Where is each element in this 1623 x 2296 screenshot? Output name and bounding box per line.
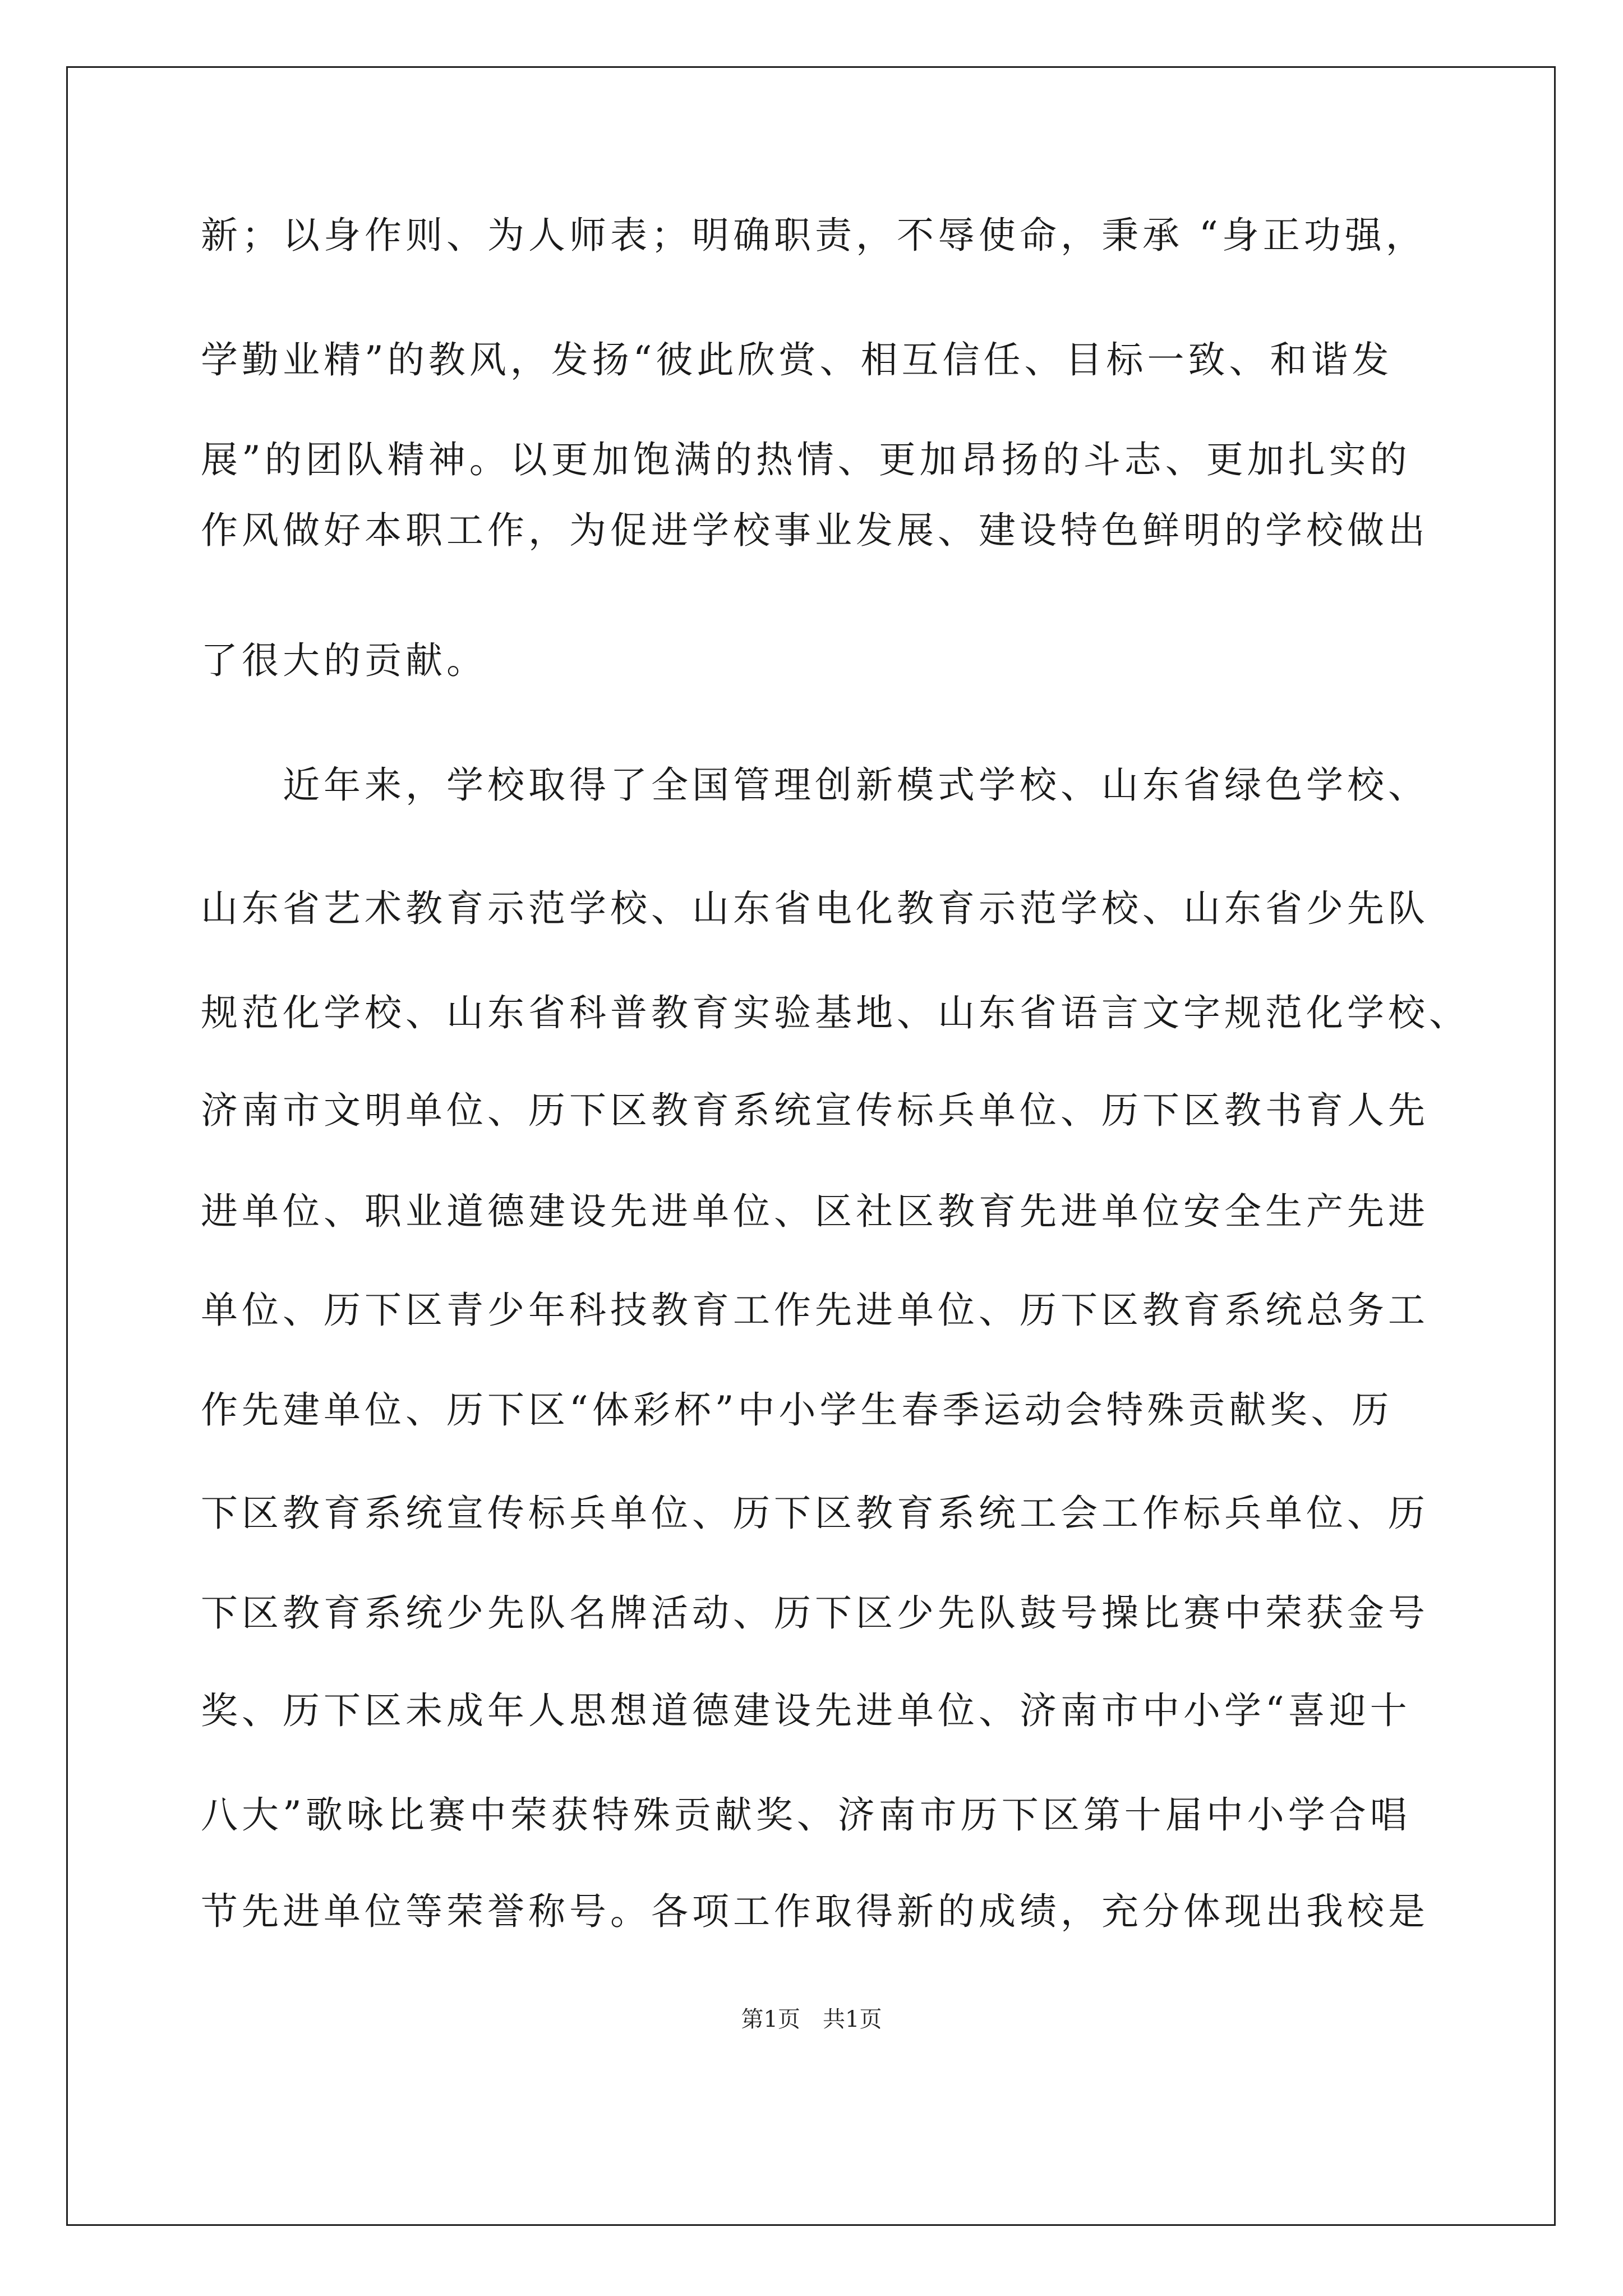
text-line: 学勤业精”的教风，发扬“彼此欣赏、相互信任、目标一致、和谐发 <box>201 338 1393 381</box>
text-line: 近年来，学校取得了全国管理创新模式学校、山东省绿色学校、 <box>201 763 1429 807</box>
text-line: 新；以身作则、为人师表；明确职责，不辱使命，秉承 “身正功强， <box>201 214 1427 257</box>
text-line: 八大”歌咏比赛中荣获特殊贡献奖、济南市历下区第十届中小学合唱 <box>201 1793 1411 1837</box>
text-line: 作先建单位、历下区“体彩杯”中小学生春季运动会特殊贡献奖、历 <box>201 1388 1393 1432</box>
text-line: 下区教育系统少先队名牌活动、历下区少先队鼓号操比赛中荣获金号 <box>201 1591 1429 1635</box>
text-line: 进单位、职业道德建设先进单位、区社区教育先进单位安全生产先进 <box>201 1190 1429 1233</box>
text-line: 作风做好本职工作，为促进学校事业发展、建设特色鲜明的学校做出 <box>201 509 1429 552</box>
text-line: 单位、历下区青少年科技教育工作先进单位、历下区教育系统总务工 <box>201 1289 1429 1332</box>
page-number-footer: 第1页 共1页 <box>741 2007 882 2032</box>
text-line: 下区教育系统宣传标兵单位、历下区教育系统工会工作标兵单位、历 <box>201 1492 1429 1535</box>
text-line: 节先进单位等荣誉称号。各项工作取得新的成绩，充分体现出我校是 <box>201 1890 1429 1933</box>
text-line: 了很大的贡献。 <box>201 639 487 682</box>
text-line: 规范化学校、山东省科普教育实验基地、山东省语言文字规范化学校、 <box>201 991 1470 1034</box>
text-line: 济南市文明单位、历下区教育系统宣传标兵单位、历下区教书育人先 <box>201 1089 1429 1132</box>
text-line: 山东省艺术教育示范学校、山东省电化教育示范学校、山东省少先队 <box>201 887 1429 930</box>
text-line: 展”的团队精神。以更加饱满的热情、更加昂扬的斗志、更加扎实的 <box>201 438 1411 481</box>
text-line: 奖、历下区未成年人思想道德建设先进单位、济南市中小学“喜迎十 <box>201 1689 1411 1732</box>
